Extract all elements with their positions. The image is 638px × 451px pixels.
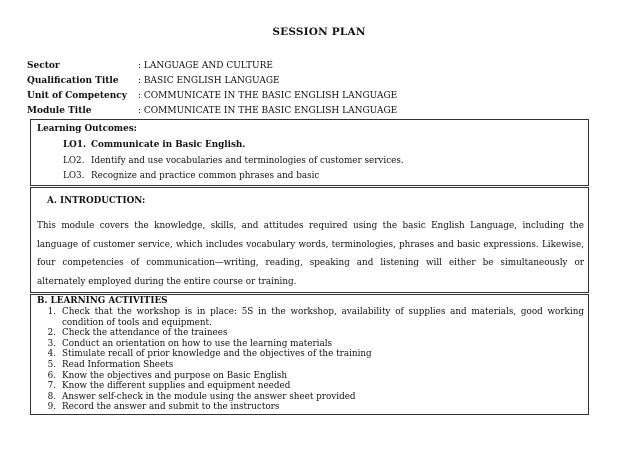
meta-label: Qualification Title (27, 76, 119, 86)
list-item (37, 349, 584, 360)
meta-row-sector (27, 59, 397, 74)
list-item-text: Read Information Sheets (62, 359, 174, 370)
page-title: SESSION PLAN (272, 26, 366, 38)
list-item-text: Conduct an orientation on how to use the learning materials (62, 338, 333, 349)
learning-outcome-text: Communicate in Basic English. (91, 140, 246, 150)
learning-outcome-text: Identify and use vocabularies and terminologies of customer services. (91, 156, 404, 166)
list-item (37, 328, 584, 339)
list-item-text: Answer self-check in the module using the answer sheet provided (62, 391, 356, 402)
learning-activities-box (30, 294, 589, 415)
learning-outcome-item (63, 156, 404, 166)
list-item (37, 381, 584, 392)
list-item-number: 3. (47, 338, 56, 349)
list-item (37, 392, 584, 403)
list-item (37, 371, 584, 382)
meta-label: Module Title (27, 106, 92, 116)
list-item-text: Check that the workshop is in place: 5S in the workshop, availability of supplies and materials, good working condition of tools and equipment. (62, 307, 584, 328)
meta-value: : LANGUAGE AND CULTURE (138, 61, 273, 71)
list-item-number: 5. (47, 359, 56, 370)
meta-value: : COMMUNICATE IN THE BASIC ENGLISH LANGUAGE (138, 91, 398, 101)
learning-outcome-number: LO1. (63, 140, 87, 150)
learning-activities-heading: B. LEARNING ACTIVITIES (37, 296, 168, 306)
list-item (37, 360, 584, 371)
learning-outcome-item (63, 140, 245, 150)
list-item-number: 9. (47, 402, 56, 413)
list-item-text: Know the objectives and purpose on Basic English (62, 370, 288, 381)
list-item-text: Record the answer and submit to the instructors (62, 402, 280, 413)
meta-row-module (27, 104, 397, 119)
learning-outcome-number: LO3. (63, 171, 85, 181)
list-item-number: 7. (47, 381, 56, 392)
meta-value: : COMMUNICATE IN THE BASIC ENGLISH LANGUAGE (138, 106, 398, 116)
learning-outcomes-heading: Learning Outcomes: (37, 124, 137, 134)
meta-row-qualification (27, 74, 397, 89)
list-item (37, 402, 584, 413)
meta-label: Sector (27, 61, 60, 71)
introduction-heading: A. INTRODUCTION: (47, 196, 146, 206)
list-item-text: Stimulate recall of prior knowledge and the objectives of the training (62, 349, 372, 360)
list-item-text: Check the attendance of the trainees (62, 328, 228, 339)
introduction-text: This module covers the knowledge, skills, and attitudes required using the basic English Language, including the language of customer service, which includes vocabulary words, terminologies, phrases and basic expressions. Likewise, four competencies of communication—writing, reading, speaking and listening will either be simultaneously or alternately employed during the entire course or training. (37, 221, 584, 287)
learning-outcome-text: Recognize and practice common phrases and basic (91, 171, 320, 181)
meta-block (27, 59, 397, 119)
list-item (37, 307, 584, 328)
learning-outcomes-box (30, 119, 589, 186)
introduction-box (30, 187, 589, 293)
list-item-number: 2. (47, 328, 56, 339)
meta-value: : BASIC ENGLISH LANGUAGE (138, 76, 280, 86)
learning-outcome-number: LO2. (63, 156, 85, 166)
meta-label: Unit of Competency (27, 91, 127, 101)
learning-activities-list (37, 307, 584, 413)
list-item (37, 339, 584, 350)
meta-row-unit (27, 89, 397, 104)
list-item-number: 1. (47, 307, 56, 317)
learning-outcome-item (63, 171, 319, 181)
list-item-number: 6. (47, 370, 56, 381)
list-item-text: Know the different supplies and equipment needed (62, 381, 291, 392)
list-item-number: 4. (47, 349, 56, 360)
list-item-number: 8. (47, 391, 56, 402)
